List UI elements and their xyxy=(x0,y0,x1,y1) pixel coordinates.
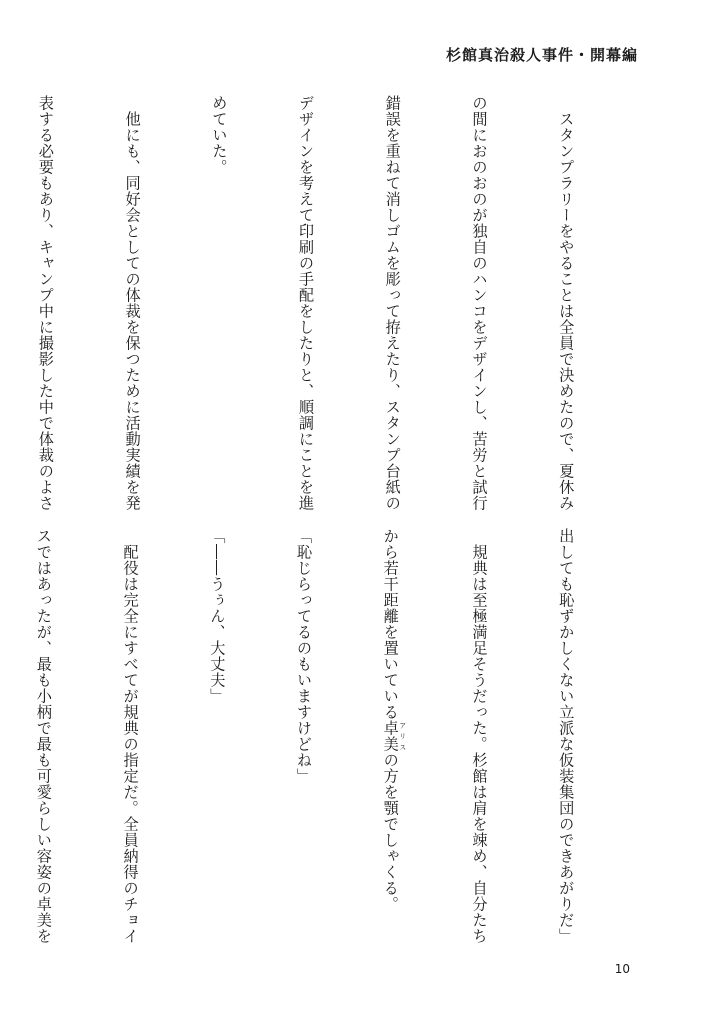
page-number: 10 xyxy=(614,962,630,976)
text-line: 配役は完全にすべてが規典の指定だ。全員納得のチョイ xyxy=(121,528,140,944)
text-line: 表する必要もあり、キャンプ中に撮影した中で体裁のよさ xyxy=(36,95,55,511)
text-line-with-ruby xyxy=(376,528,407,936)
text-line: 「恥じらってるのもいますけどね」 xyxy=(295,528,314,784)
ruby-annotation xyxy=(381,720,407,752)
text-line: 規典は至極満足そうだった。杉館は肩を竦め、自分たち xyxy=(470,528,489,944)
running-header: 杉館真治殺人事件・開幕編 xyxy=(445,46,638,64)
ruby-base: 卓美 xyxy=(381,720,400,752)
text-line: の間におのおのが独自のハンコをデザインし、苦労と試行 xyxy=(470,95,489,511)
text-line: 他にも、同好会としての体裁を保つために活動実績を発 xyxy=(123,95,142,511)
text-line: 錯誤を重ねて消しゴムを彫って拵えたり、スタンプ台紙の xyxy=(383,95,402,511)
text-line: 「――うぅん、大丈夫」 xyxy=(208,528,227,704)
text-column-top xyxy=(36,95,638,511)
text-line: めていた。 xyxy=(210,95,229,175)
text-line: デザインを考えて印刷の手配をしたりと、順調にことを進 xyxy=(297,95,316,511)
text-line: スタンプラリーをやることは全員で決めたので、夏休み xyxy=(557,95,576,511)
text-line: スではあったが、最も小柄で最も可愛らしい容姿の卓美を xyxy=(34,528,53,944)
text-segment: の方を顎でしゃくる。 xyxy=(381,752,400,912)
text-column-bottom xyxy=(34,528,638,944)
text-segment: から若干距離を置いている xyxy=(381,528,400,720)
ruby-reading: アリス xyxy=(398,720,407,752)
text-line: 出しても恥ずかしくない立派な仮装集団のできあがりだ」 xyxy=(557,528,576,944)
